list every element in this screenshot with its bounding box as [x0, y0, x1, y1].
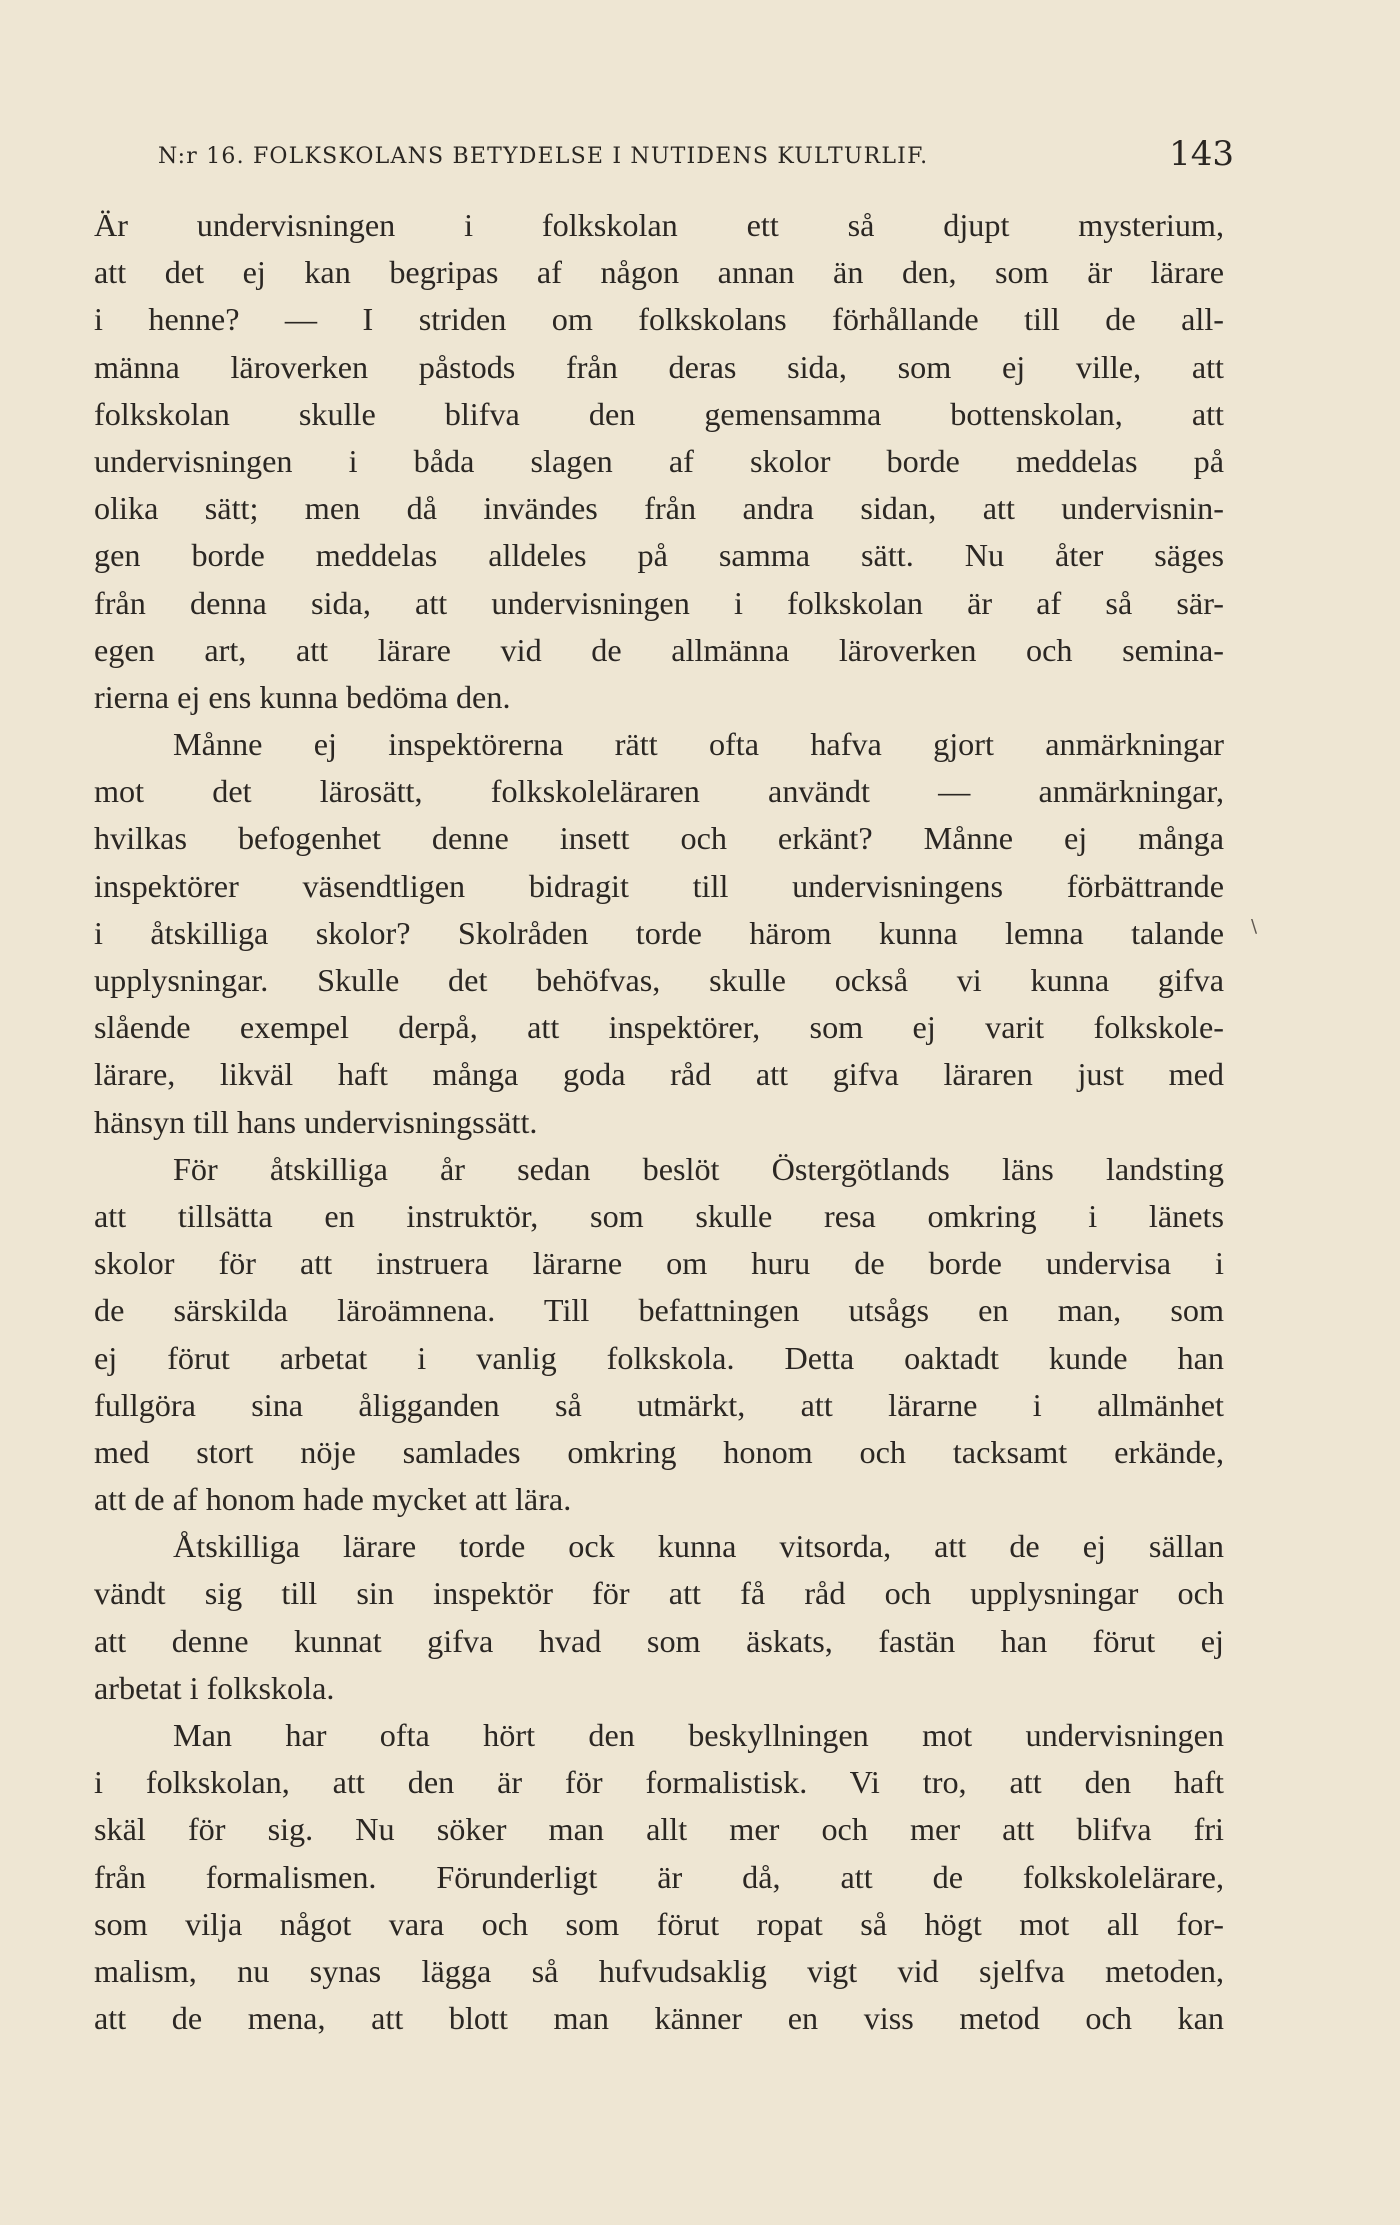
text-line: att denne kunnat gifva hvad som äskats, fastän han förut ej — [94, 1622, 1224, 1659]
text-line: som vilja något vara och som förut ropat så högt mot all for- — [94, 1905, 1224, 1942]
text-line: hvilkas befogenhet denne insett och erkänt? Månne ej många — [94, 820, 1224, 857]
text-line: i henne? — I striden om folkskolans förhållande till de all- — [94, 301, 1224, 338]
text-line: Är undervisningen i folkskolan ett så djupt mysterium, — [94, 207, 1224, 243]
text-line: malism, nu synas lägga så hufvudsaklig vigt vid sjelfva metoden, — [94, 1952, 1224, 1989]
body-text — [94, 202, 1224, 2042]
text-line: lärare, likväl haft många goda råd att gifva läraren just med — [94, 1056, 1224, 1093]
text-line: från denna sida, att undervisningen i folkskolan är af så sär- — [94, 584, 1224, 621]
text-line: ej förut arbetat i vanlig folkskola. Detta oaktadt kunde han — [94, 1339, 1224, 1376]
text-line: i folkskolan, att den är för formalistisk. Vi tro, att den haft — [94, 1764, 1224, 1801]
text-line: arbetat i folkskola. — [94, 1669, 335, 1706]
text-line: mot det lärosätt, folkskoleläraren användt — anmärkningar, — [94, 773, 1224, 810]
page-number: 143 — [1169, 134, 1234, 174]
text-line: från formalismen. Förunderligt är då, att de folkskolelärare, — [94, 1858, 1224, 1895]
text-line: att de af honom hade mycket att lära. — [94, 1481, 572, 1518]
text-line: i åtskilliga skolor? Skolråden torde härom kunna lemna talande — [94, 914, 1224, 951]
text-line: männa läroverken påstods från deras sida, som ej ville, att — [94, 348, 1224, 385]
running-header — [158, 130, 1234, 180]
text-line: upplysningar. Skulle det behöfvas, skulle också vi kunna gifva — [94, 962, 1224, 998]
text-line: att det ej kan begripas af någon annan än den, som är lärare — [94, 254, 1224, 291]
text-line: Åtskilliga lärare torde ock kunna vitsorda, att de ej sällan — [173, 1528, 1224, 1565]
text-line: För åtskilliga år sedan beslöt Östergötlands läns landsting — [173, 1150, 1224, 1187]
text-line: att de mena, att blott man känner en viss metod och kan — [94, 2000, 1224, 2037]
text-line: fullgöra sina åligganden så utmärkt, att lärarne i allmänhet — [94, 1386, 1224, 1423]
text-line: egen art, att lärare vid de allmänna läroverken och semina- — [94, 631, 1224, 668]
text-line: de särskilda läroämnena. Till befattningen utsågs en man, som — [94, 1292, 1224, 1329]
text-line: Månne ej inspektörerna rätt ofta hafva gjort anmärkningar — [173, 726, 1224, 763]
text-line: Man har ofta hört den beskyllningen mot undervisningen — [173, 1717, 1224, 1753]
text-line: gen borde meddelas alldeles på samma sätt. Nu åter säges — [94, 537, 1224, 574]
text-line: med stort nöje samlades omkring honom och tacksamt erkände, — [94, 1433, 1224, 1470]
text-line: hänsyn till hans undervisningssätt. — [94, 1103, 538, 1140]
margin-mark: \ — [1251, 916, 1258, 937]
text-line: skolor för att instruera lärarne om huru de borde undervisa i — [94, 1245, 1224, 1282]
text-line: rierna ej ens kunna bedöma den. — [94, 678, 511, 715]
text-line: slående exempel derpå, att inspektörer, som ej varit folkskole- — [94, 1009, 1224, 1046]
text-line: undervisningen i båda slagen af skolor borde meddelas på — [94, 442, 1224, 479]
text-line: skäl för sig. Nu söker man allt mer och mer att blifva fri — [94, 1811, 1224, 1848]
header-title: N:r 16. FOLKSKOLANS BETYDELSE I NUTIDENS KULTURLIF. — [158, 144, 929, 169]
text-line: olika sätt; men då invändes från andra sidan, att undervisnin- — [94, 490, 1224, 527]
text-line: inspektörer väsendtligen bidragit till undervisningens förbättrande — [94, 867, 1224, 904]
text-line: vändt sig till sin inspektör för att få råd och upplysningar och — [94, 1575, 1224, 1612]
text-line: att tillsätta en instruktör, som skulle resa omkring i länets — [94, 1197, 1224, 1234]
text-line: folkskolan skulle blifva den gemensamma bottenskolan, att — [94, 395, 1224, 432]
